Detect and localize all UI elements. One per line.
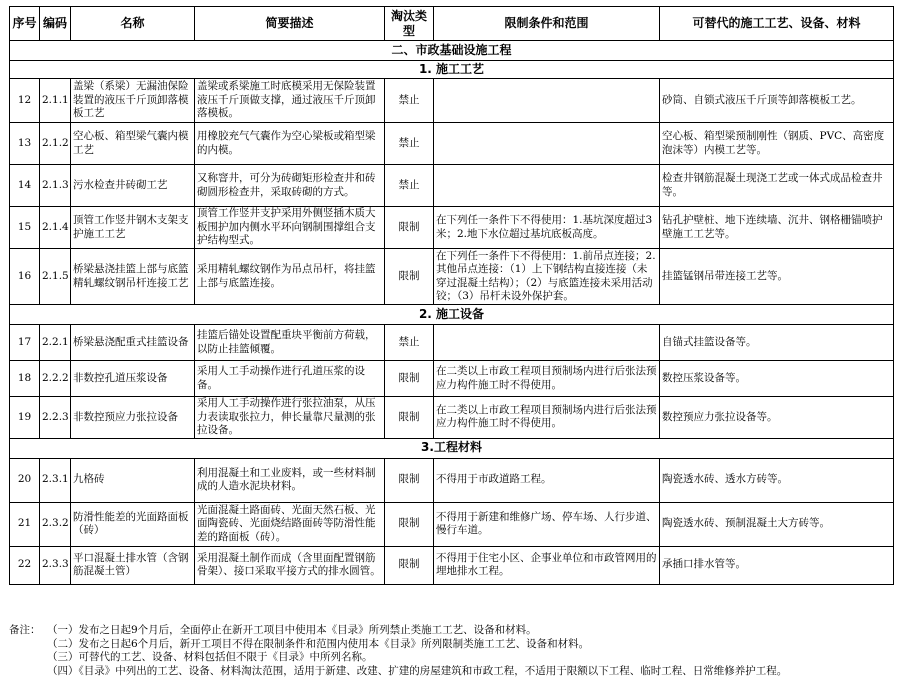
row-type: 限制 (385, 458, 434, 502)
row-code: 2.1.5 (40, 249, 71, 305)
note-item (9, 624, 899, 638)
header-alternatives: 可替代的施工工艺、设备、材料 (660, 7, 894, 41)
row-number: 22 (10, 546, 40, 584)
note-item (9, 651, 899, 665)
header-description: 简要描述 (195, 7, 385, 41)
group-title: 3.工程材料 (10, 438, 894, 458)
row-name: 平口混凝土排水管（含钢筋混凝土管） (71, 546, 195, 584)
row-code: 2.3.2 (40, 502, 71, 546)
row-alternatives: 承插口排水管等。 (660, 546, 894, 584)
row-name: 空心板、箱型梁气囊内模工艺 (71, 123, 195, 165)
row-alternatives: 砂筒、自锁式液压千斤顶等卸落模板工艺。 (660, 79, 894, 123)
row-description: 采用人工手动操作进行孔道压浆的设备。 (195, 361, 385, 397)
row-type: 限制 (385, 207, 434, 249)
row-limit: 在二类以上市政工程项目预制场内进行后张法预应力构件施工时不得使用。 (434, 397, 660, 439)
note-text: （二）发布之日起6个月后，新开工项目不得在限制条件和范围内使用本《目录》所列限制类施工工艺、设备和材料。 (47, 637, 590, 650)
row-number: 21 (10, 502, 40, 546)
header-limit: 限制条件和范围 (434, 7, 660, 41)
row-alternatives: 数控预应力张拉设备等。 (660, 397, 894, 439)
table-row (10, 165, 894, 207)
row-type: 限制 (385, 397, 434, 439)
row-description: 又称窨井，可分为砖砌矩形检查井和砖砌圆形检查井，采取砖砌的方式。 (195, 165, 385, 207)
row-alternatives: 陶瓷透水砖、透水方砖等。 (660, 458, 894, 502)
row-name: 非数控孔道压浆设备 (71, 361, 195, 397)
row-description: 光面混凝土路面砖、光面天然石板、光面陶瓷砖、光面烧结路面砖等防滑性能差的路面板（砖）。 (195, 502, 385, 546)
table-row (10, 502, 894, 546)
row-name: 顶管工作竖井钢木支架支护施工工艺 (71, 207, 195, 249)
row-type: 禁止 (385, 79, 434, 123)
obsolete-techniques-table (9, 6, 894, 585)
table-row (10, 79, 894, 123)
header-row (10, 7, 894, 41)
group-title: 1. 施工工艺 (10, 61, 894, 79)
row-code: 2.3.1 (40, 458, 71, 502)
group-title: 2. 施工设备 (10, 305, 894, 325)
row-alternatives: 空心板、箱型梁预制刚性（钢质、PVC、高密度泡沫等）内模工艺等。 (660, 123, 894, 165)
note-item (9, 638, 899, 652)
row-name: 九格砖 (71, 458, 195, 502)
row-limit: 在二类以上市政工程项目预制场内进行后张法预应力构件施工时不得使用。 (434, 361, 660, 397)
row-name: 防滑性能差的光面路面板（砖） (71, 502, 195, 546)
group-title-row (10, 61, 894, 79)
table-row (10, 207, 894, 249)
row-alternatives: 陶瓷透水砖、预制混凝土大方砖等。 (660, 502, 894, 546)
row-number: 16 (10, 249, 40, 305)
row-limit (434, 325, 660, 361)
row-number: 18 (10, 361, 40, 397)
section-title: 二、市政基础设施工程 (10, 41, 894, 61)
row-type: 限制 (385, 361, 434, 397)
row-description: 采用人工手动操作进行张拉油泵，从压力表读取张拉力，伸长量靠尺量测的张拉设备。 (195, 397, 385, 439)
row-description: 利用混凝土和工业废料，或一些材料制成的人造水泥块材料。 (195, 458, 385, 502)
row-number: 12 (10, 79, 40, 123)
row-alternatives: 钻孔护壁桩、地下连续墙、沉井、钢格栅锚喷护壁施工工艺等。 (660, 207, 894, 249)
header-name: 名称 (71, 7, 195, 41)
row-limit (434, 165, 660, 207)
row-description: 盖梁或系梁施工时底模采用无保险装置液压千斤顶做支撑，通过液压千斤顶卸落模板。 (195, 79, 385, 123)
notes (9, 624, 899, 678)
row-description: 用橡胶充气气囊作为空心梁板或箱型梁的内模。 (195, 123, 385, 165)
row-limit: 不得用于市政道路工程。 (434, 458, 660, 502)
row-code: 2.1.2 (40, 123, 71, 165)
row-number: 14 (10, 165, 40, 207)
row-number: 15 (10, 207, 40, 249)
row-type: 禁止 (385, 123, 434, 165)
table-row (10, 123, 894, 165)
row-code: 2.2.3 (40, 397, 71, 439)
row-code: 2.3.3 (40, 546, 71, 584)
note-text: （四）《目录》中列出的工艺、设备、材料淘汰范围，适用于新建、改建、扩建的房屋建筑和市政工程，不适用于限额以下工程、临时工程、日常维修养护工程。 (47, 664, 788, 677)
note-text: （一）发布之日起9个月后，全面停止在新开工项目中使用本《目录》所列禁止类施工工艺、设备和材料。 (47, 624, 537, 636)
row-type: 禁止 (385, 165, 434, 207)
row-type: 禁止 (385, 325, 434, 361)
row-limit: 在下列任一条件下不得使用：1.前吊点连接；2.其他吊点连接：（1）上下钢结构直接连接（未穿过混凝土结构）；（2）与底篮连接未采用活动铰；（3）吊杆未设外保护套。 (434, 249, 660, 305)
row-description: 顶管工作竖井支护采用外侧竖插木质大板围护加内侧水平环向钢制围撑组合支护结构型式。 (195, 207, 385, 249)
row-name: 污水检查井砖砌工艺 (71, 165, 195, 207)
row-alternatives: 检查井钢筋混凝土现浇工艺或一体式成品检查井等。 (660, 165, 894, 207)
table-row (10, 249, 894, 305)
row-name: 桥梁悬浇挂篮上部与底篮精轧螺纹钢吊杆连接工艺 (71, 249, 195, 305)
row-number: 19 (10, 397, 40, 439)
table-row (10, 361, 894, 397)
row-alternatives: 挂篮锰钢吊带连接工艺等。 (660, 249, 894, 305)
section-title-row (10, 41, 894, 61)
row-name: 盖梁（系梁）无漏油保险装置的液压千斤顶卸落模板工艺 (71, 79, 195, 123)
table-row (10, 458, 894, 502)
note-text: （三）可替代的工艺、设备、材料包括但不限于《目录》中所列名称。 (47, 651, 373, 663)
table-row (10, 546, 894, 584)
row-alternatives: 数控压浆设备等。 (660, 361, 894, 397)
row-number: 20 (10, 458, 40, 502)
row-name: 非数控预应力张拉设备 (71, 397, 195, 439)
group-title-row (10, 305, 894, 325)
row-description: 采用混凝土制作而成（含里面配置钢筋骨架）、接口采取平接方式的排水圆管。 (195, 546, 385, 584)
row-description: 挂篮后锚处设置配重块平衡前方荷载，以防止挂篮倾覆。 (195, 325, 385, 361)
row-type: 限制 (385, 502, 434, 546)
row-limit: 不得用于住宅小区、企事业单位和市政管网用的埋地排水工程。 (434, 546, 660, 584)
row-code: 2.1.3 (40, 165, 71, 207)
row-type: 限制 (385, 249, 434, 305)
row-limit (434, 123, 660, 165)
notes-label: 备注： (9, 624, 41, 636)
table-row (10, 325, 894, 361)
table-row (10, 397, 894, 439)
note-item (9, 665, 899, 679)
row-code: 2.1.1 (40, 79, 71, 123)
row-limit: 在下列任一条件下不得使用：1.基坑深度超过3米；2.地下水位超过基坑底板高度。 (434, 207, 660, 249)
group-title-row (10, 438, 894, 458)
row-limit (434, 79, 660, 123)
row-code: 2.2.2 (40, 361, 71, 397)
row-code: 2.2.1 (40, 325, 71, 361)
row-code: 2.1.4 (40, 207, 71, 249)
row-name: 桥梁悬浇配重式挂篮设备 (71, 325, 195, 361)
row-number: 17 (10, 325, 40, 361)
row-description: 采用精轧螺纹钢作为吊点吊杆，将挂篮上部与底篮连接。 (195, 249, 385, 305)
row-alternatives: 自锚式挂篮设备等。 (660, 325, 894, 361)
header-code: 编码 (40, 7, 71, 41)
row-limit: 不得用于新建和维修广场、停车场、人行步道、慢行车道。 (434, 502, 660, 546)
header-no: 序号 (10, 7, 40, 41)
row-type: 限制 (385, 546, 434, 584)
row-number: 13 (10, 123, 40, 165)
header-type: 淘汰类型 (385, 7, 434, 41)
